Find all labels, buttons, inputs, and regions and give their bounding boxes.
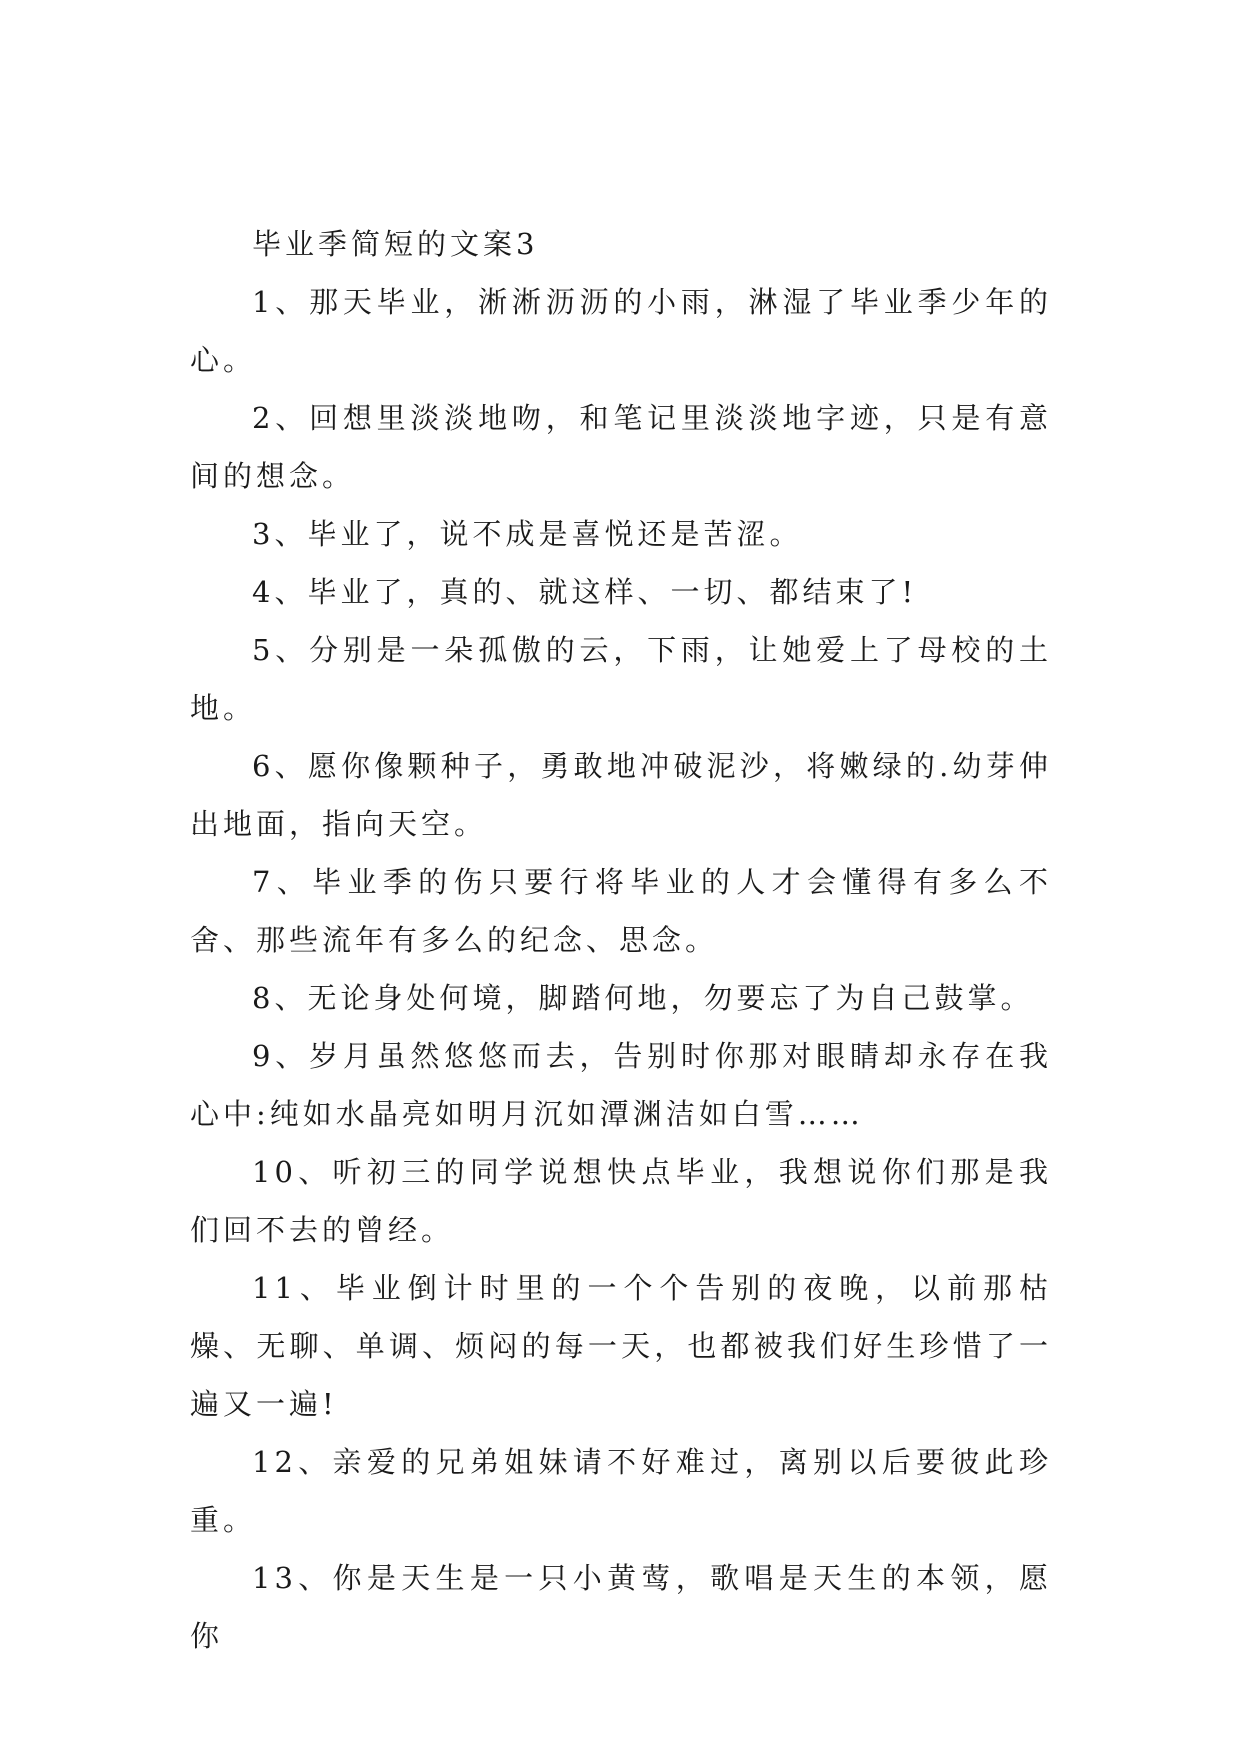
paragraph-1: 1、那天毕业，淅淅沥沥的小雨，淋湿了毕业季少年的心。 xyxy=(190,285,1052,377)
paragraph-12: 12、亲爱的兄弟姐妹请不好难过，离别以后要彼此珍重。 xyxy=(190,1445,1052,1537)
paragraph-11: 11、毕业倒计时里的一个个告别的夜晚，以前那枯燥、无聊、单调、烦闷的每一天，也都被我们好生珍惜了一遍又一遍! xyxy=(190,1271,1052,1421)
paragraph-13: 13、你是天生是一只小黄莺，歌唱是天生的本领，愿你 xyxy=(190,1561,1052,1653)
document-body xyxy=(190,215,1052,1665)
paragraph-4: 4、毕业了，真的、就这样、一切、都结束了! xyxy=(252,575,918,609)
paragraph-6: 6、愿你像颗种子，勇敢地冲破泥沙，将嫩绿的.幼芽伸出地面，指向天空。 xyxy=(190,749,1052,841)
paragraph-9: 9、岁月虽然悠悠而去，告别时你那对眼睛却永存在我心中:纯如水晶亮如明月沉如潭渊洁如白雪…… xyxy=(190,1039,1052,1131)
paragraph-10: 10、听初三的同学说想快点毕业，我想说你们那是我们回不去的曾经。 xyxy=(190,1155,1052,1247)
paragraph-8: 8、无论身处何境，脚踏何地，勿要忘了为自己鼓掌。 xyxy=(252,981,1034,1015)
paragraph-5: 5、分别是一朵孤傲的云，下雨，让她爱上了母校的土地。 xyxy=(190,633,1052,725)
paragraph-3: 3、毕业了，说不成是喜悦还是苦涩。 xyxy=(252,517,803,551)
paragraph-2: 2、回想里淡淡地吻，和笔记里淡淡地字迹，只是有意间的想念。 xyxy=(190,401,1052,493)
paragraph-7: 7、毕业季的伤只要行将毕业的人才会懂得有多么不舍、那些流年有多么的纪念、思念。 xyxy=(190,865,1052,957)
document-title: 毕业季简短的文案3 xyxy=(252,227,539,261)
